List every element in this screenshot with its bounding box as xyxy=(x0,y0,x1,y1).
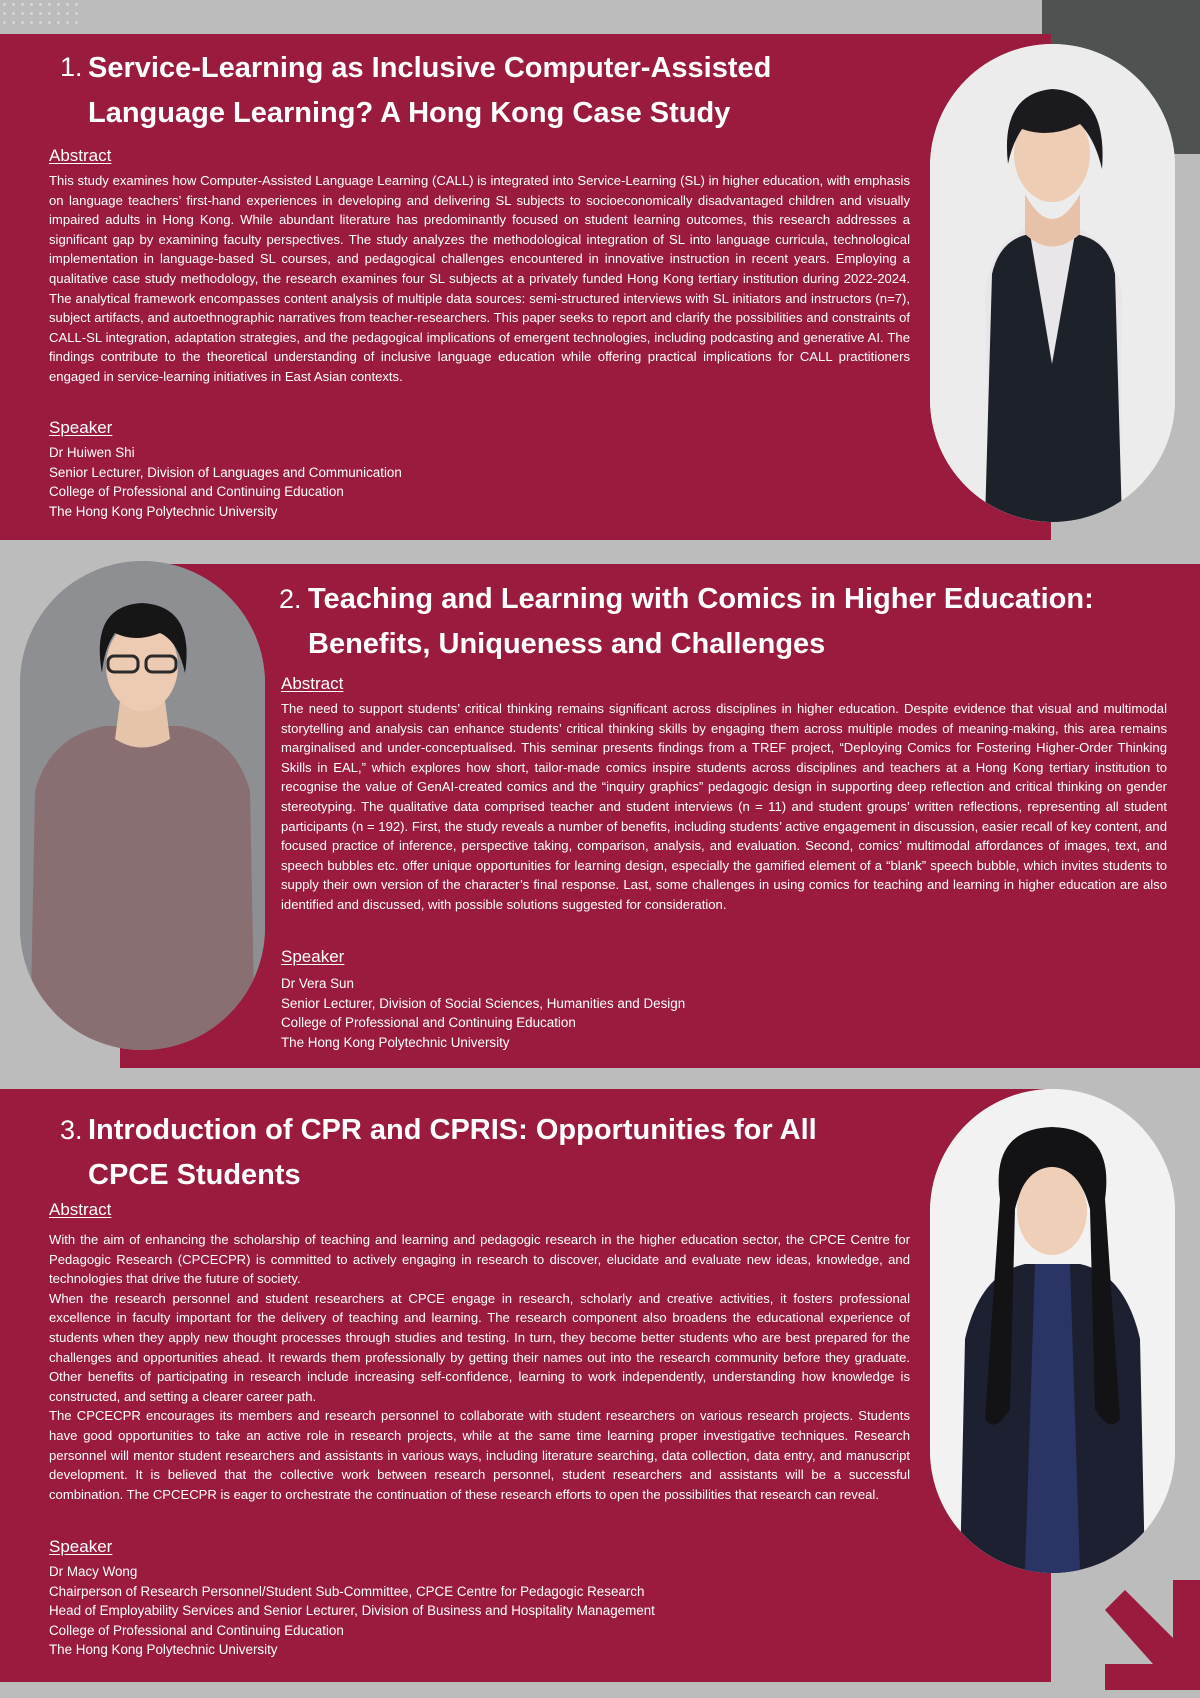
speaker-university: The Hong Kong Polytechnic University xyxy=(49,503,278,519)
speaker-label: Speaker xyxy=(281,947,345,966)
section-number: 3. xyxy=(60,1115,83,1145)
speaker-title: Senior Lecturer, Division of Social Sciences, Humanities and Design xyxy=(281,995,686,1011)
abstract-paragraph: The CPCECPR encourages its members and research personnel to collaborate with student researchers on various research projects. Students have good opportunities to take an active role in research projects, while at the same time learning proper investigative techniques. Research personnel will mentor student researchers and assistants in various ways, including literature searching, data collection, data entry, and manuscript development. It is believed that the collective work between research personnel, student researchers and assistants will be a successful combination. The CPCECPR is eager to orchestrate the continuation of these research efforts to open the possibilities that research can reveal. xyxy=(49,1408,910,1502)
speaker-title: Senior Lecturer, Division of Languages and Communication xyxy=(49,464,402,480)
speaker-label: Speaker xyxy=(49,1537,113,1556)
abstract-paragraph: The need to support students’ critical thinking remains significant across disciplines in higher education. Despite evidence that visual and multimodal storytelling and analysis can enhance students’ critical thinking skills by engaging them across multiple modes of meaning-making, this area remains marginalised and under-conceptualised. This seminar presents findings from a TREF project, “Deploying Comics for Fostering Higher-Order Thinking Skills in EAL,” which explores how short, tailor-made comics inspire students across disciplines and teachers at a Hong Kong tertiary institution to recognise the value of GenAI-created comics and the “inquiry graphics” pedagogic design in supporting deep reflection and critical thinking on gender stereotyping. The qualitative data comprised teacher and student interviews (n = 11) and student groups’ written reflections, representing all student participants (n = 192). First, the study reveals a number of benefits, including students’ active engagement in discussion, easier recall of key content, and focused practice of inference, perspective taking, comparison, analysis, and evaluation. Second, comics’ multimodal affordances of images, text, and speech bubbles etc. offer unique opportunities for learning design, especially the gamified element of a “blank” speech bubble, which invites students to supply their own version of the character’s final response. Last, some challenges in using comics for teaching and learning in higher education are also identified and discussed, with possible solutions suggested for consideration. xyxy=(281,701,1167,912)
speaker-college: College of Professional and Continuing Education xyxy=(49,484,344,500)
title-line: Teaching and Learning with Comics in Higher Education: xyxy=(308,583,1094,615)
title-line: Introduction of CPR and CPRIS: Opportunities for All xyxy=(88,1114,817,1146)
abstract-paragraph: When the research personnel and student researchers at CPCE engage in research, scholarly and creative activities, it fosters professional excellence in faculty important for the delivery of teaching and learning. The research component also broadens the educational experience of students when they apply new thought processes through studies and testing. In turn, they become better students who are best prepared for the challenges and opportunities ahead. It rewards them professionally by getting their names out into the research community before they graduate. Other benefits of participating in research include increasing self-confidence, learning to work independently, understanding how knowledge is constructed, and setting a clearer career path. xyxy=(49,1290,910,1404)
speaker-info xyxy=(49,1562,655,1660)
speaker-label: Speaker xyxy=(49,418,113,437)
title-line: Language Learning? A Hong Kong Case Study xyxy=(88,97,731,129)
abstract-text xyxy=(49,1230,910,1504)
speaker-college: College of Professional and Continuing Education xyxy=(49,1622,344,1638)
abstract-paragraph: With the aim of enhancing the scholarship of teaching and learning and pedagogic research in the higher education sector, the CPCE Centre for Pedagogic Research (CPCECPR) is committed to actively engaging in research to discover, elucidate and evaluate new ideas, knowledge, and technologies that drive the future of society. xyxy=(49,1232,910,1287)
speaker-name: Dr Vera Sun xyxy=(281,976,354,991)
abstract-text xyxy=(49,171,910,387)
title-line: Service-Learning as Inclusive Computer-Assisted xyxy=(88,52,772,84)
title-line: Benefits, Uniqueness and Challenges xyxy=(308,628,826,660)
corner-block-decoration xyxy=(1042,0,1200,34)
speaker-university: The Hong Kong Polytechnic University xyxy=(281,1034,510,1050)
speaker-photo-huiwen-shi xyxy=(930,44,1175,522)
abstract-label: Abstract xyxy=(49,1200,112,1219)
dot-grid-decoration xyxy=(0,0,78,30)
speaker-college: College of Professional and Continuing Education xyxy=(281,1015,576,1031)
abstract-label: Abstract xyxy=(281,674,344,693)
arrow-down-right-icon xyxy=(1105,1580,1200,1690)
speaker-name: Dr Huiwen Shi xyxy=(49,445,135,460)
speaker-info xyxy=(49,443,402,521)
section-title xyxy=(308,577,1188,667)
abstract-label: Abstract xyxy=(49,146,112,165)
title-line: CPCE Students xyxy=(88,1159,301,1191)
speaker-info xyxy=(281,974,685,1052)
section-title xyxy=(88,1108,928,1198)
speaker-photo-vera-sun xyxy=(20,561,265,1050)
abstract-paragraph: This study examines how Computer-Assisted Language Learning (CALL) is integrated into Service-Learning (SL) in higher education, with emphasis on language teachers’ first-hand experiences in developing and delivering SL subjects to socioeconomically disadvantaged children and visually impaired adults in Hong Kong. While abundant literature has predominantly focused on student learning outcomes, this research addresses a significant gap by examining faculty perspectives. The study analyzes the methodological integration of SL into language curricula, technological implementation in language-based SL courses, and pedagogical challenges encountered in innovative instruction in recent years. Employing a qualitative case study methodology, the research examines four SL subjects at a privately funded Hong Kong tertiary institution during 2022-2024. The analytical framework encompasses content analysis of multiple data sources: semi-structured interviews with SL initiators and instructors (n=7), subject artifacts, and autoethnographic narratives from teacher-researchers. This paper seeks to report and clarify the possibilities and constraints of CALL-SL integration, adaptation strategies, and the pedagogical implications of emergent technologies, including podcasting and generative AI. The findings contribute to the theoretical understanding of inclusive language education while offering practical implications for CALL practitioners engaged in service-learning initiatives in East Asian contexts. xyxy=(49,173,910,384)
speaker-role: Head of Employability Services and Senior Lecturer, Division of Business and Hospitality Management xyxy=(49,1603,655,1619)
speaker-university: The Hong Kong Polytechnic University xyxy=(49,1642,278,1658)
speaker-title: Chairperson of Research Personnel/Student Sub-Committee, CPCE Centre for Pedagogic Research xyxy=(49,1583,645,1599)
speaker-photo-macy-wong xyxy=(930,1089,1175,1573)
section-title xyxy=(88,46,928,136)
speaker-name: Dr Macy Wong xyxy=(49,1564,138,1579)
abstract-text xyxy=(281,699,1167,915)
section-number: 1. xyxy=(60,52,83,82)
section-number: 2. xyxy=(279,584,302,614)
